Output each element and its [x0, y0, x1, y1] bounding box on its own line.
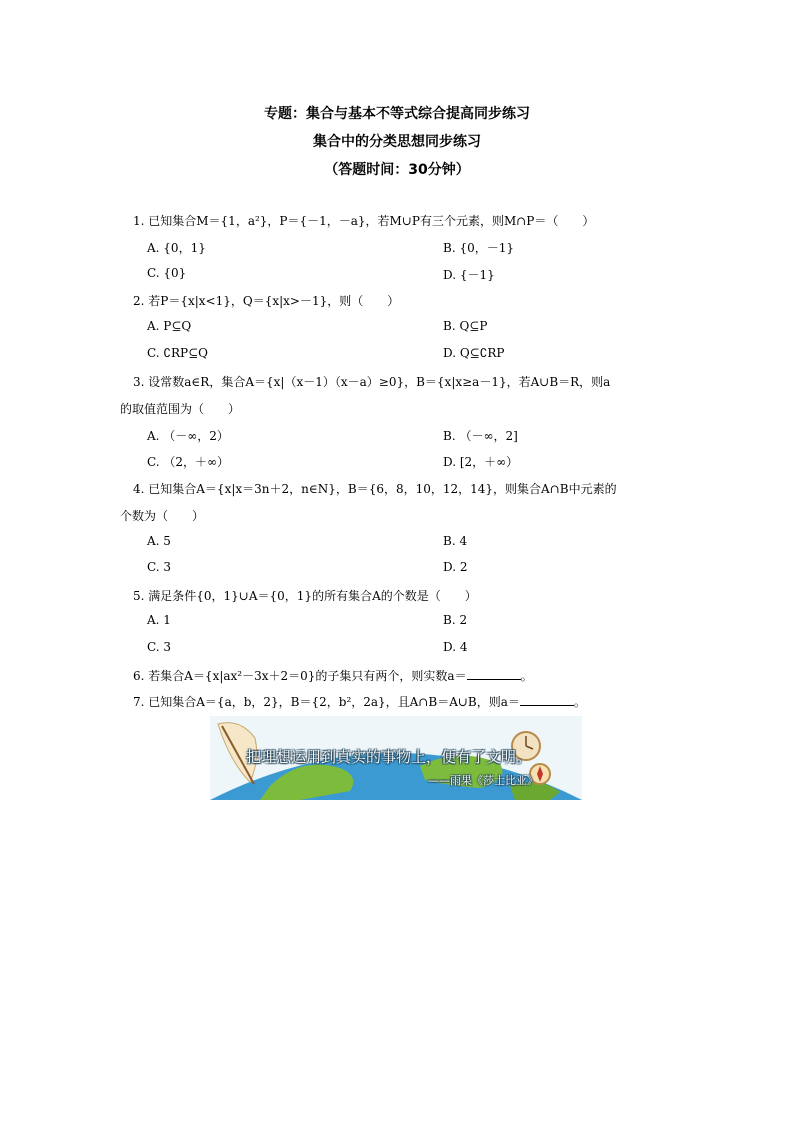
option-b: B. （－∞，2] [443, 429, 518, 443]
option-c: C. 3 [147, 640, 172, 654]
option-a: A. {0，1} [147, 241, 206, 255]
option-d: D. Q⊆∁RP [443, 346, 505, 360]
option-a: A. P⊆Q [147, 319, 192, 333]
option-b: B. Q⊆P [443, 319, 488, 333]
question-7 [133, 693, 586, 710]
option-c: C. （2，＋∞） [147, 455, 230, 469]
option-d: D. 2 [443, 560, 468, 574]
question-7-text: 7. 已知集合A＝{a，b，2}，B＝{2，b²，2a}，且A∩B＝A∪B，则a＝ [133, 695, 520, 709]
question-stem: 5. 满足条件{0，1}∪A＝{0，1}的所有集合A的个数是（ ） [133, 589, 477, 603]
quote-author: ——雨果《莎士比亚》 [428, 774, 538, 787]
question-stem: 1. 已知集合M＝{1，a²}，P＝{－1，－a}，若M∪P有三个元素，则M∩P＝（ ） [133, 214, 595, 228]
sub-title: 集合中的分类思想同步练习 [313, 134, 481, 150]
question-6-text: 6. 若集合A＝{x|ax²－3x＋2＝0}的子集只有两个，则实数a＝ [133, 669, 467, 683]
question-stem: 2. 若P＝{x|x<1}，Q＝{x|x>－1}，则（ ） [133, 294, 400, 308]
answer-blank [467, 669, 521, 680]
option-b: B. 4 [443, 534, 468, 548]
question-6 [133, 667, 533, 684]
answer-blank [520, 695, 574, 706]
option-b: B. {0，－1} [443, 241, 514, 255]
option-a: A. （－∞，2） [147, 429, 229, 443]
option-b: B. 2 [443, 613, 468, 627]
option-a: A. 1 [147, 613, 171, 627]
option-c: C. 3 [147, 560, 172, 574]
question-stem: 3. 设常数a∈R，集合A＝{x|（x－1）（x－a）≥0}，B＝{x|x≥a－1}，若A∪B＝R，则a [133, 375, 611, 389]
question-stem-continued: 的取值范围为（ ） [120, 402, 241, 416]
option-d: D. [2，＋∞） [443, 455, 519, 469]
time-note: （答题时间：30分钟） [324, 162, 470, 178]
question-6-end: 。 [520, 669, 533, 683]
main-title: 专题：集合与基本不等式综合提高同步练习 [264, 106, 530, 122]
option-c: C. ∁RP⊆Q [147, 346, 209, 360]
option-d: D. 4 [443, 640, 468, 654]
quote-banner [210, 716, 582, 800]
option-c: C. {0} [147, 266, 187, 280]
question-stem-continued: 个数为（ ） [120, 509, 205, 523]
option-d: D. {－1} [443, 268, 495, 282]
question-stem: 4. 已知集合A＝{x|x＝3n＋2，n∈N}，B＝{6，8，10，12，14}，则集合A∩B中元素的 [133, 482, 617, 496]
quote-text: 把理想运用到真实的事物上，便有了文明。 [246, 748, 532, 766]
option-a: A. 5 [147, 534, 171, 548]
question-7-end: 。 [573, 695, 586, 709]
